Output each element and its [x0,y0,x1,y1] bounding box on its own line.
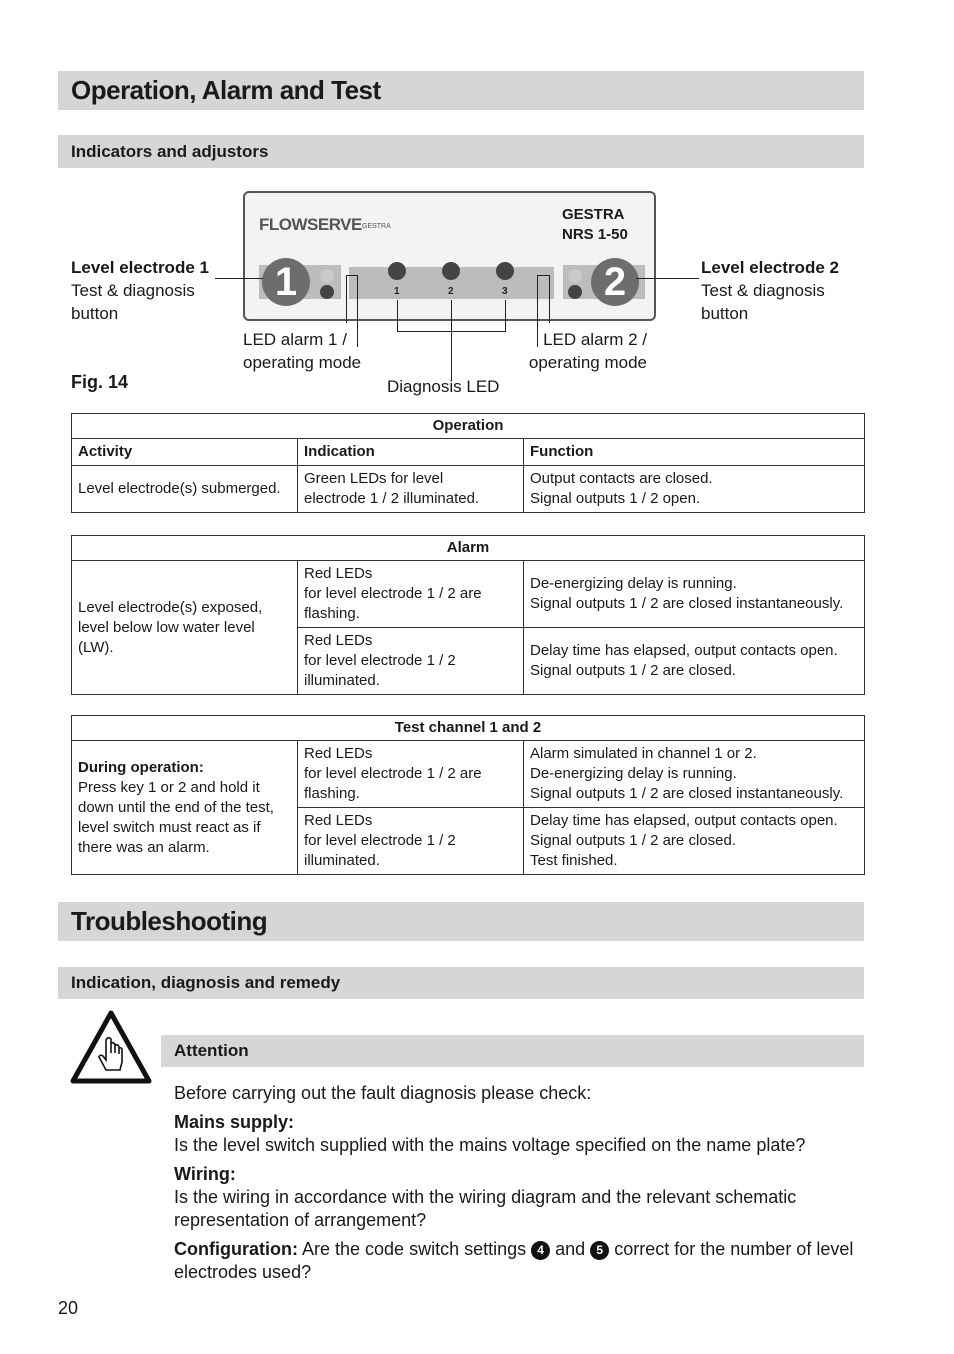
header-indication: Indication [298,439,524,466]
figure-label: Fig. 14 [71,372,129,392]
wiring-block [174,1163,854,1232]
alarm-row2-function: Delay time has elapsed, output contacts open. Signal outputs 1 / 2 are closed. [524,628,865,695]
device-front-panel [243,191,656,321]
brand-logo: FLOWSERVE [259,215,362,234]
code-switch-badge-4: 4 [531,1241,550,1260]
led-alarm2-top [568,269,582,283]
page-number: 20 [58,1298,79,1318]
led-alarm1-bottom [320,285,334,299]
operation-function: Output contacts are closed. Signal outputs 1 / 2 open. [524,466,865,513]
callout-diagnosis-led: Diagnosis LED [387,377,500,396]
callout-level-electrode-2 [701,256,839,325]
configuration-block: Configuration: Are the code switch settings 4 and 5 correct for the number of level electrodes used? [174,1239,854,1282]
model-line1: GESTRA [562,206,625,223]
warning-hand-icon [70,1010,152,1084]
callout-line-diag-3 [505,300,506,332]
diagnosis-led-3 [496,262,514,280]
callout-left-line2: button [71,304,119,323]
troubleshooting-subheader [58,967,864,999]
header-activity: Activity [72,439,298,466]
diagnosis-led-label-3: 3 [502,286,508,297]
callout-line-led2-c [549,275,550,323]
diagnosis-led-2 [442,262,460,280]
callout-line-led1-a [346,275,347,323]
operation-table [71,413,865,513]
wiring-text: Is the wiring in accordance with the wiring diagram and the relevant schematic representation of arrangement? [174,1187,797,1230]
test-row2-function: Delay time has elapsed, output contacts open. Signal outputs 1 / 2 are closed. Test finished. [524,808,865,875]
callout-right-line2: button [701,304,749,323]
configuration-title: Configuration: [174,1239,298,1259]
callout-line-key1 [215,278,263,279]
section-header [58,71,864,110]
callout-left-title: Level electrode 1 [71,258,209,277]
attention-header [161,1035,864,1067]
test-row1-function: Alarm simulated in channel 1 or 2. De-energizing delay is running. Signal outputs 1 / 2 are closed instantaneously. [524,741,865,808]
intro-text: Before carrying out the fault diagnosis please check: [174,1083,592,1103]
mains-text: Is the level switch supplied with the mains voltage specified on the name plate? [174,1135,806,1155]
diagnosis-led-label-2: 2 [448,286,454,297]
alarm-activity: Level electrode(s) exposed, level below low water level (LW). [72,561,298,695]
led-alarm2-bottom [568,285,582,299]
callout-line-led2-b [537,275,549,276]
callout-level-electrode-1 [71,256,209,325]
key1-button[interactable]: 1 [262,258,310,306]
test-table [71,715,865,875]
operation-indication: Green LEDs for level electrode 1 / 2 illuminated. [298,466,524,513]
callout-led-alarm-2 [523,328,647,374]
callout-line-diag-2 [451,300,452,332]
led-alarm1-top [320,269,334,283]
callout-led2-line1: LED alarm 2 / [543,330,647,349]
alarm-row1-indication: Red LEDs for level electrode 1 / 2 are flashing. [298,561,524,628]
alarm-row1-function: De-energizing delay is running. Signal outputs 1 / 2 are closed instantaneously. [524,561,865,628]
brand-small: GESTRA [362,223,391,230]
test-caption: Test channel 1 and 2 [72,716,865,741]
model-line2: NRS 1-50 [562,226,628,243]
operation-activity: Level electrode(s) submerged. [72,466,298,513]
alarm-caption: Alarm [72,536,865,561]
diagnosis-led-1 [388,262,406,280]
mains-block [174,1111,854,1157]
callout-line-diag-1 [397,300,398,332]
table-row [72,561,865,628]
troubleshooting-header [58,902,864,941]
troubleshooting-subtitle: Indication, diagnosis and remedy [71,973,341,992]
test-activity: During operation: Press key 1 or 2 and hold it down until the end of the test, level switch must react as if there was an alarm. [72,741,298,875]
code-switch-badge-5: 5 [590,1241,609,1260]
subsection-header [58,135,864,168]
header-function: Function [524,439,865,466]
troubleshooting-title: Troubleshooting [71,906,268,936]
callout-line-key2 [636,278,699,279]
callout-led2-line2: operating mode [528,353,647,372]
mains-title: Mains supply: [174,1112,295,1132]
diagnosis-led-label-1: 1 [394,286,400,297]
callout-right-title: Level electrode 2 [701,258,839,277]
table-row [72,741,865,808]
callout-line-diag-stem [451,331,452,381]
attention-label: Attention [174,1041,249,1060]
test-row2-indication: Red LEDs for level electrode 1 / 2 illuminated. [298,808,524,875]
test-row1-indication: Red LEDs for level electrode 1 / 2 are flashing. [298,741,524,808]
callout-led1-line1: LED alarm 1 / [243,330,347,349]
key2-button[interactable]: 2 [591,258,639,306]
table-row [72,466,865,513]
section-title: Operation, Alarm and Test [71,75,381,105]
alarm-row2-indication: Red LEDs for level electrode 1 / 2 illuminated. [298,628,524,695]
alarm-table [71,535,865,695]
callout-left-line1: Test & diagnosis [71,281,195,300]
operation-caption: Operation [72,414,865,439]
callout-right-line1: Test & diagnosis [701,281,825,300]
callout-led-alarm-1 [243,328,361,374]
wiring-title: Wiring: [174,1164,236,1184]
subsection-title: Indicators and adjustors [71,142,269,161]
callout-led1-line2: operating mode [243,353,362,372]
